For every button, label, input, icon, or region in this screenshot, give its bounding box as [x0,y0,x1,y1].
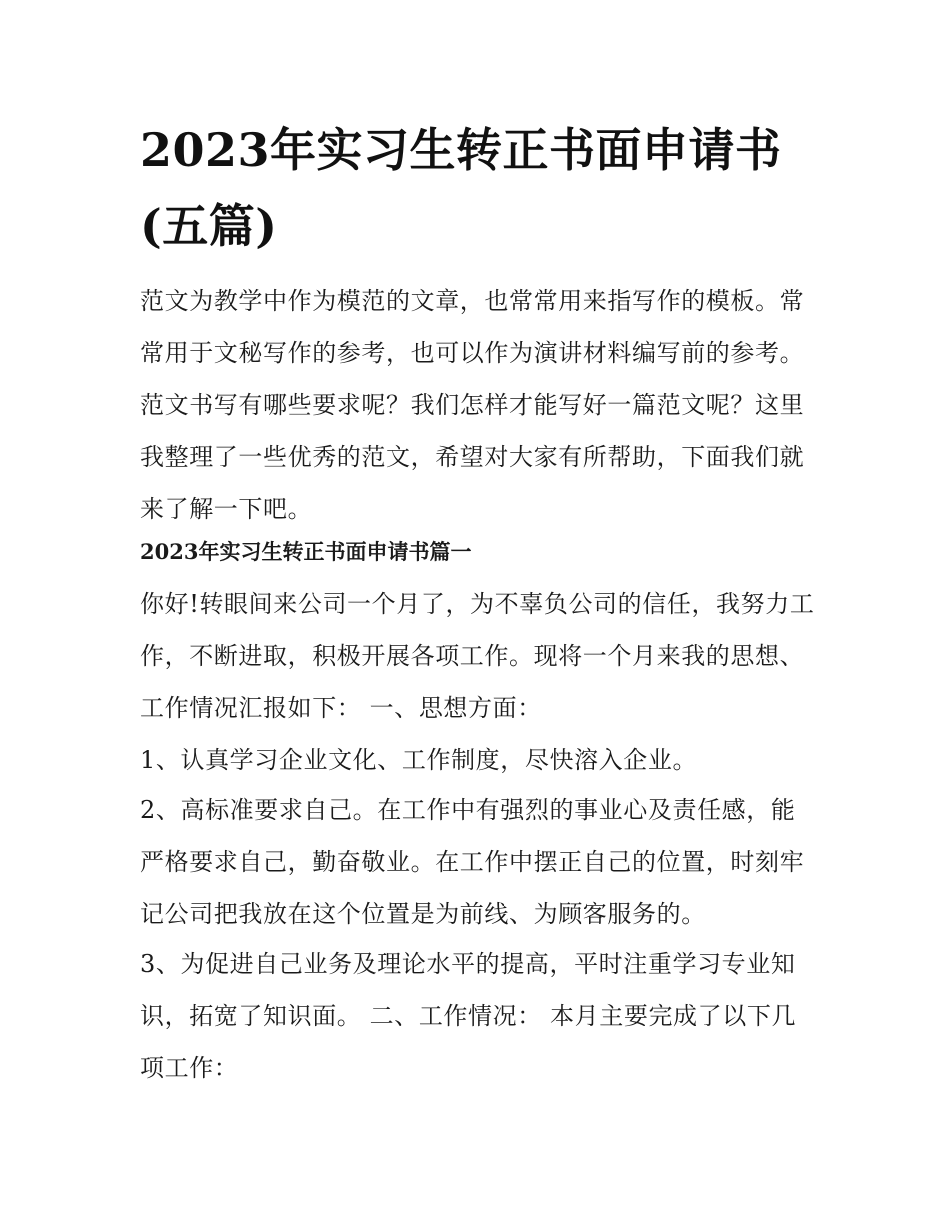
body-paragraph: 你好!转眼间来公司一个月了，为不辜负公司的信任，我努力工作，不断进取，积极开展各项工作。现将一个月来我的思想、工作情况汇报如下： 一、思想方面： [140,590,815,722]
intro-paragraph: 范文为教学中作为模范的文章，也常常用来指写作的模板。常常用于文秘写作的参考，也可以作为演讲材料编写前的参考。范文书写有哪些要求呢？我们怎样才能写好一篇范文呢？这里我整理了一些优秀的范文，希望对大家有所帮助，下面我们就来了解一下吧。 [140,287,805,523]
body-paragraph: 2、高标准要求自己。在工作中有强烈的事业心及责任感，能严格要求自己，勤奋敬业。在工作中摆正自己的位置，时刻牢记公司把我放在这个位置是为前线、为顾客服务的。 [140,796,805,928]
body-paragraph: 1、认真学习企业文化、工作制度，尽快溶入企业。 [140,746,698,774]
document-title: 2023年实习生转正书面申请书(五篇) [140,123,782,253]
section-heading: 2023年实习生转正书面申请书篇一 [140,539,472,564]
body-paragraph: 3、为促进自己业务及理论水平的提高，平时注重学习专业知识，拓宽了知识面。 二、工作情况： 本月主要完成了以下几项工作： [140,950,797,1082]
